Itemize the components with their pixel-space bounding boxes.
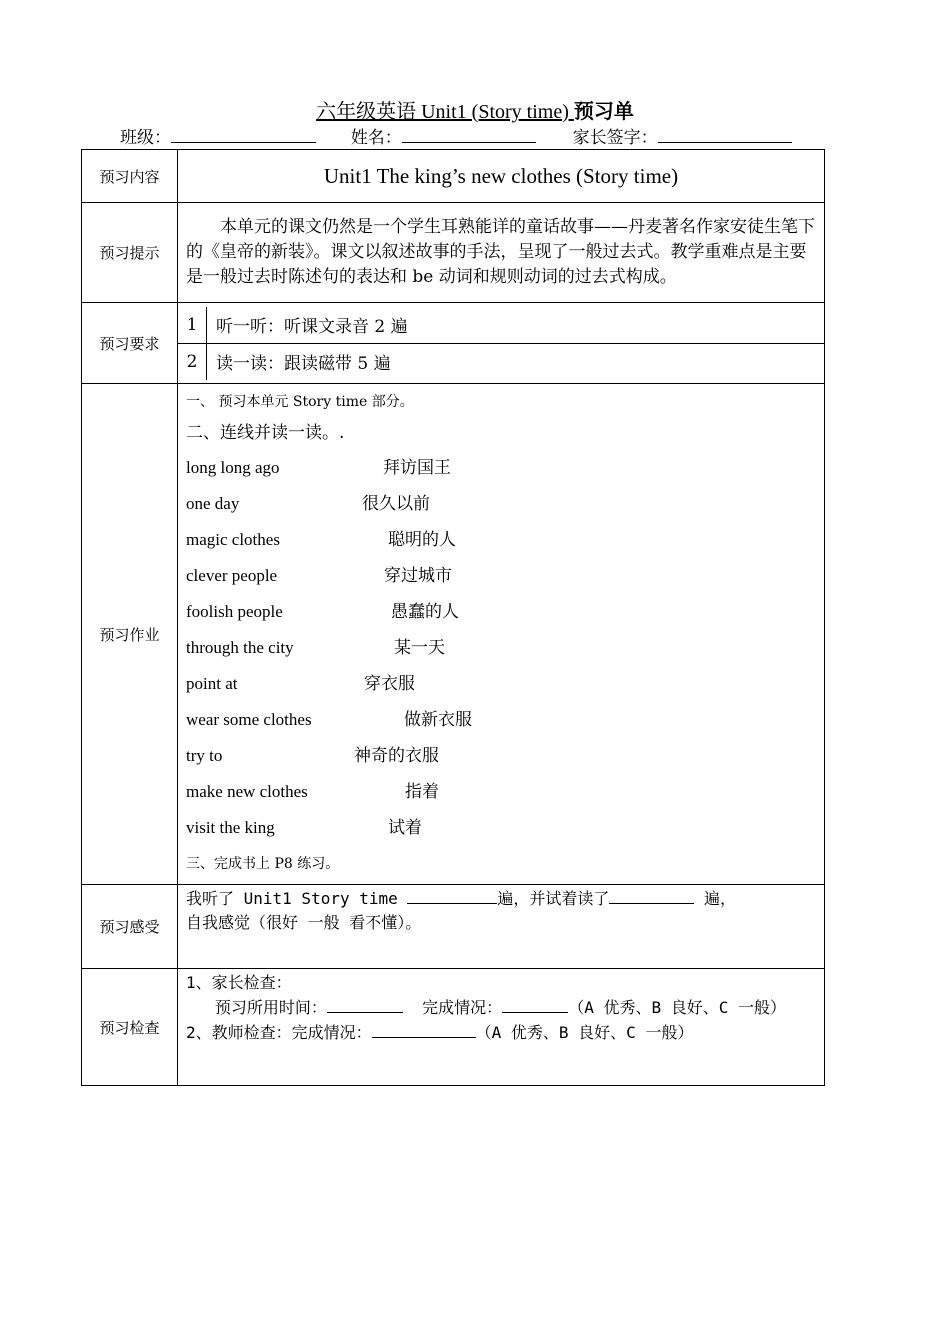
title-suffix: 预习单 — [573, 99, 634, 123]
homework-content — [178, 384, 824, 880]
match-pair — [186, 810, 816, 846]
feeling-text-c: 遍， — [694, 889, 737, 908]
label-content: 预习内容 — [82, 150, 178, 203]
match-pair — [186, 666, 816, 702]
feeling-text-b: 遍，并试着读了 — [497, 889, 610, 908]
parent-done-field[interactable] — [502, 996, 568, 1013]
row-feeling — [82, 885, 825, 969]
match-pair — [186, 702, 816, 738]
requirement-text: 读一读：跟读磁带 5 遍 — [207, 343, 825, 380]
read-times-field[interactable] — [609, 887, 694, 904]
class-field[interactable] — [171, 126, 316, 143]
match-en: magic clothes — [186, 530, 280, 549]
match-en: one day — [186, 494, 240, 513]
preview-table — [81, 149, 825, 1086]
requirement-num: 2 — [178, 343, 207, 380]
row-homework — [82, 384, 825, 885]
row-content — [82, 150, 825, 203]
done-label: 完成情况： — [402, 998, 503, 1017]
match-pair — [186, 486, 816, 522]
feeling-text-a: 我听了 Unit1 Story time — [186, 889, 408, 908]
check-content — [178, 969, 824, 1045]
match-pair — [186, 630, 816, 666]
title-main: 六年级英语 Unit1 (Story time) — [316, 101, 574, 123]
page-title — [0, 98, 950, 125]
match-cn: 试着 — [388, 818, 422, 838]
match-en: long long ago — [186, 458, 280, 477]
lesson-title: Unit1 The king’s new clothes (Story time) — [178, 150, 825, 203]
match-pair — [186, 522, 816, 558]
match-cn: 穿衣服 — [364, 674, 415, 694]
match-en: point at — [186, 674, 238, 693]
row-requirements — [82, 303, 825, 384]
teacher-done-field[interactable] — [372, 1021, 476, 1038]
label-check: 预习检查 — [82, 969, 178, 1086]
check-line3 — [186, 1020, 816, 1045]
match-en: clever people — [186, 566, 278, 585]
requirement-num: 1 — [178, 307, 207, 344]
row-check — [82, 969, 825, 1086]
feeling-line2: 自我感觉（很好 一般 看不懂）。 — [186, 913, 422, 932]
label-feeling: 预习感受 — [82, 885, 178, 969]
label-requirements: 预习要求 — [82, 303, 178, 384]
match-en: visit the king — [186, 818, 275, 837]
check-line2 — [186, 995, 816, 1020]
match-pair — [186, 558, 816, 594]
match-cn: 愚蠢的人 — [391, 602, 459, 622]
match-en: make new clothes — [186, 782, 308, 801]
match-en: through the city — [186, 638, 294, 657]
row-tips — [82, 203, 825, 303]
homework-part2: 二、连线并读一读。. — [186, 423, 345, 443]
match-pair — [186, 774, 816, 810]
name-field[interactable] — [402, 126, 536, 143]
homework-part3: 三、完成书上 P8 练习。 — [186, 856, 340, 872]
class-label: 班级： — [120, 128, 171, 148]
requirement-text: 听一听：听课文录音 2 遍 — [216, 317, 408, 337]
name-label: 姓名： — [350, 128, 402, 148]
grade-text: （A 优秀、B 良好、C 一般） — [568, 998, 786, 1017]
parent-sign-label: 家长签字： — [572, 128, 658, 148]
listen-times-field[interactable] — [407, 887, 497, 904]
match-pair — [186, 450, 816, 486]
match-cn: 做新衣服 — [404, 710, 472, 730]
grade-text-2: （A 优秀、B 良好、C 一般） — [475, 1023, 694, 1042]
match-cn: 神奇的衣服 — [354, 746, 439, 766]
feeling-line1 — [186, 887, 816, 911]
match-en: foolish people — [186, 602, 283, 621]
label-tips: 预习提示 — [82, 203, 178, 303]
check-line1: 1、家长检查： — [186, 973, 292, 992]
teacher-check-label: 2、教师检查：完成情况： — [186, 1023, 372, 1042]
requirements-list — [178, 307, 824, 380]
match-cn: 穿过城市 — [384, 566, 452, 586]
label-homework: 预习作业 — [82, 384, 178, 885]
tips-text: 本单元的课文仍然是一个学生耳熟能详的童话故事——丹麦著名作家安徒生笔下的《皇帝的新装》。课文以叙述故事的手法，呈现了一般过去式。教学重难点是主要是一般过去时陈述句的表达和 be 动词和规则动词的过去式构成。 — [186, 217, 815, 287]
requirement-item — [178, 307, 824, 344]
homework-part1: 一、 预习本单元 Story time 部分。 — [186, 394, 414, 410]
match-pair — [186, 594, 816, 630]
match-cn: 拜访国王 — [383, 458, 451, 478]
match-en: try to — [186, 746, 223, 765]
match-cn: 聪明的人 — [388, 530, 456, 550]
feeling-content — [178, 885, 824, 935]
match-cn: 很久以前 — [362, 494, 430, 514]
parent-sign-field[interactable] — [658, 126, 792, 143]
time-field[interactable] — [327, 996, 403, 1013]
match-en: wear some clothes — [186, 710, 312, 729]
match-cn: 某一天 — [394, 638, 445, 658]
match-cn: 指着 — [405, 782, 439, 802]
student-info-line — [120, 126, 820, 149]
match-pair — [186, 738, 816, 774]
requirement-item — [178, 343, 824, 380]
time-label: 预习所用时间： — [186, 998, 327, 1017]
